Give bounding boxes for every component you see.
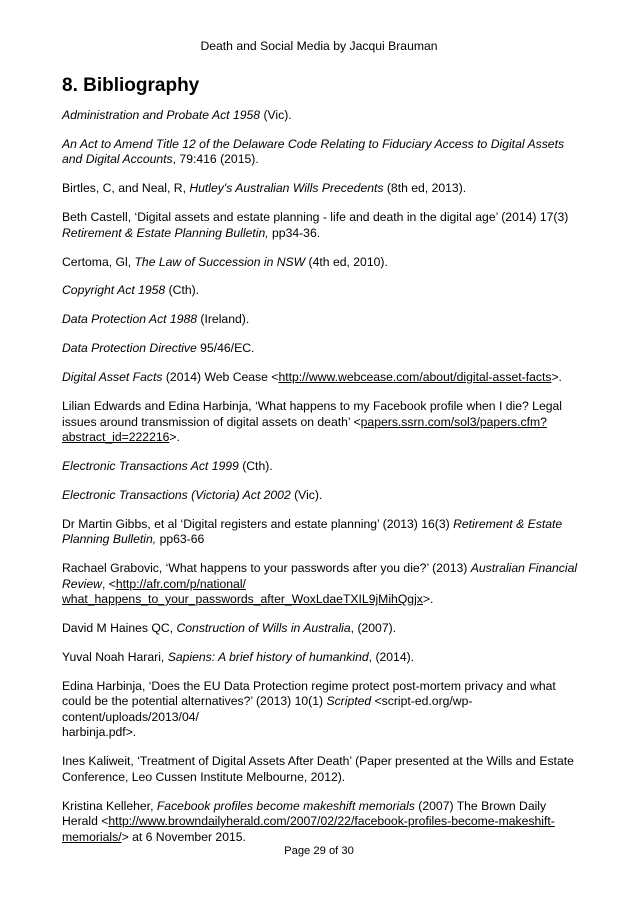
bibliography-entry bbox=[62, 108, 582, 124]
citation-text: pp63-66 bbox=[156, 532, 205, 547]
page-number: Page 29 of 30 bbox=[284, 845, 354, 857]
citation-text: (4th ed, 2010). bbox=[305, 254, 388, 269]
bibliography-entry bbox=[62, 341, 582, 357]
citation-text: >. bbox=[422, 592, 434, 607]
bibliography-entry bbox=[62, 650, 582, 666]
citation-title: Data Protection Directive bbox=[62, 341, 197, 356]
citation-title: Facebook profiles become makeshift memorials bbox=[156, 798, 415, 813]
bibliography-entry bbox=[62, 399, 582, 446]
citation-text: (2014) Web Cease < bbox=[162, 370, 279, 385]
citation-link[interactable]: papers.ssrn.com/sol3/papers.cfm?abstract_id=222216 bbox=[62, 414, 547, 445]
citation-title: Electronic Transactions Act 1999 bbox=[62, 458, 239, 473]
bibliography-entry bbox=[62, 370, 582, 386]
citation-text: Yuval Noah Harari, bbox=[62, 649, 168, 664]
bibliography-entry bbox=[62, 679, 582, 741]
citation-title: Construction of Wills in Australia bbox=[176, 620, 351, 635]
bibliography-entry bbox=[62, 312, 582, 328]
bibliography-entry bbox=[62, 561, 582, 608]
section-title: 8. Bibliography bbox=[62, 75, 200, 96]
bibliography-entry bbox=[62, 799, 582, 846]
citation-title: Retirement & Estate Planning Bulletin, bbox=[62, 225, 269, 240]
bibliography-list bbox=[62, 108, 582, 858]
bibliography-entry bbox=[62, 137, 582, 168]
bibliography-entry bbox=[62, 255, 582, 271]
citation-text: 95/46/EC. bbox=[196, 341, 255, 356]
citation-text: (Vic). bbox=[290, 487, 323, 502]
citation-title: Electronic Transactions (Victoria) Act 2002 bbox=[62, 487, 291, 502]
citation-text: Beth Castell, ‘Digital assets and estate planning - life and death in the digital age’ (2014) 17(3) bbox=[62, 210, 572, 225]
bibliography-entry bbox=[62, 488, 582, 504]
citation-text: (Vic). bbox=[260, 108, 292, 122]
bibliography-entry bbox=[62, 517, 582, 548]
citation-text: pp34-36. bbox=[268, 225, 321, 240]
citation-text: Certoma, Gl, bbox=[62, 254, 135, 269]
citation-text: > at 6 November 2015. bbox=[121, 829, 246, 844]
citation-text: (Cth). bbox=[238, 458, 273, 473]
bibliography-entry bbox=[62, 181, 582, 197]
bibliography-entry bbox=[62, 621, 582, 637]
citation-title: Australian Financial Review bbox=[62, 561, 581, 591]
bibliography-entry bbox=[62, 754, 582, 785]
citation-title: Copyright Act 1958 bbox=[62, 283, 166, 298]
citation-title: Data Protection Act 1988 bbox=[62, 312, 198, 327]
citation-text: (Cth). bbox=[165, 283, 200, 298]
citation-text: <script-ed.org/wp-content/uploads/2013/04/ harbinja.pdf>. bbox=[62, 694, 473, 740]
citation-text: , (2014). bbox=[368, 649, 415, 664]
citation-text: Ines Kaliweit, ‘Treatment of Digital Assets After Death’ (Paper presented at the Wills and Estate Conference, Leo Cussen Institute Melbourne, 2012). bbox=[62, 754, 578, 784]
bibliography-entry bbox=[62, 210, 582, 241]
citation-text: Edina Harbinja, ‘Does the EU Data Protection regime protect post-mortem privacy and what could be the potential alternatives?’ (2013) 10(1) bbox=[62, 678, 560, 709]
citation-title: Administration and Probate Act 1958 bbox=[62, 108, 261, 122]
citation-title: Hutley's Australian Wills Precedents bbox=[189, 181, 384, 196]
citation-link[interactable]: http://afr.com/p/national/ what_happens_to_your_passwords_after_WoxLdaeTXIL9jMihQgjx bbox=[62, 576, 423, 607]
citation-text: (2007) The Brown Daily Herald < bbox=[62, 798, 550, 829]
citation-text: Lilian Edwards and Edina Harbinja, ‘What happens to my Facebook profile when I die? Legal issues around transmission of digital assets on death’ < bbox=[62, 399, 566, 429]
citation-text: , (2007). bbox=[350, 620, 397, 635]
citation-title: An Act to Amend Title 12 of the Delaware Code Relating to Fiduciary Access to Digital Assets and Digital Accounts bbox=[62, 136, 568, 167]
citation-text: Dr Martin Gibbs, et al ‘Digital registers and estate planning’ (2013) 16(3) bbox=[62, 516, 454, 531]
citation-title: Digital Asset Facts bbox=[62, 370, 163, 385]
citation-text: (Ireland). bbox=[197, 312, 250, 327]
citation-link[interactable]: http://www.browndailyherald.com/2007/02/22/facebook-profiles-become-makeshift-memorials/ bbox=[62, 814, 555, 844]
citation-title: Retirement & Estate Planning Bulletin, bbox=[62, 516, 566, 547]
citation-text: Kristina Kelleher, bbox=[62, 798, 157, 813]
citation-text: (8th ed, 2013). bbox=[383, 181, 467, 196]
citation-text: David M Haines QC, bbox=[62, 620, 177, 635]
running-header: Death and Social Media by Jacqui Brauman bbox=[200, 39, 438, 53]
citation-text: Birtles, C, and Neal, R, bbox=[62, 181, 190, 196]
citation-title: Sapiens: A brief history of humankind bbox=[167, 649, 369, 664]
citation-title: Scripted bbox=[326, 694, 372, 709]
citation-text: , 79:416 (2015). bbox=[172, 152, 259, 167]
citation-link[interactable]: http://www.webcease.com/about/digital-asset-facts bbox=[278, 370, 552, 385]
citation-text: Rachael Grabovic, ‘What happens to your passwords after you die?’ (2013) bbox=[62, 561, 471, 576]
citation-text: >. bbox=[551, 370, 562, 385]
citation-title: The Law of Succession in NSW bbox=[134, 254, 306, 269]
bibliography-entry bbox=[62, 283, 582, 299]
citation-text: , < bbox=[101, 576, 116, 591]
bibliography-entry bbox=[62, 459, 582, 475]
citation-text: >. bbox=[169, 430, 180, 445]
